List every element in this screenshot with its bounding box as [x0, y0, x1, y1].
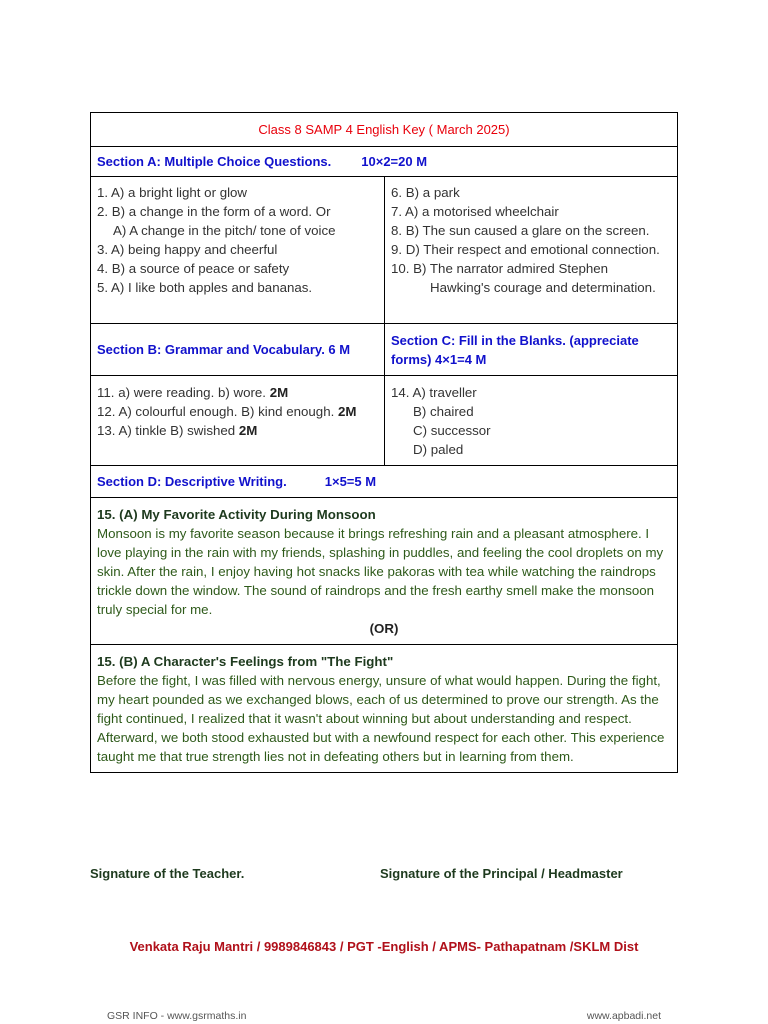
section-a-marks: 10×2=20 M — [361, 154, 428, 169]
answer-line: 3. A) being happy and cheerful — [97, 242, 278, 257]
marks-badge: 2M — [238, 423, 258, 438]
grammar-column — [91, 376, 385, 465]
answer-line: A) A change in the pitch/ tone of voice — [113, 223, 336, 238]
section-a-label: Section A: Multiple Choice Questions. — [97, 154, 332, 169]
essay-a-body: Monsoon is my favorite season because it brings refreshing rain and a pleasant atmosphere. I love playing in the rain with my friends, splashing in puddles, and feeling the cool droplets on my skin. After the rain, I enjoy having hot snacks like pakoras with tea while watching the raindrops trickle down the window. The sound of raindrops and the fresh earthy smell make the monsoon truly special for me. — [97, 526, 664, 617]
answer-line — [97, 383, 378, 402]
answer-text: 11. a) were reading. b) wore. — [97, 385, 270, 400]
section-c-header — [385, 324, 677, 375]
marks-badge: 2M — [269, 385, 289, 400]
answer-line: 1. A) a bright light or glow — [97, 185, 248, 200]
section-bc-answers — [91, 376, 677, 466]
answer-line: 5. A) I like both apples and bananas. — [97, 280, 313, 295]
mcq-left-column — [91, 177, 385, 323]
answer-line: 7. A) a motorised wheelchair — [391, 204, 559, 219]
principal-signature-label: Signature of the Principal / Headmaster — [380, 866, 623, 881]
answer-line: 14. A) traveller — [391, 385, 477, 400]
answer-line: D) paled — [413, 442, 464, 457]
answer-text: 13. A) tinkle B) swished — [97, 423, 239, 438]
fill-blanks-column — [385, 376, 677, 465]
section-b-label: Section B: Grammar and Vocabulary. 6 M — [97, 342, 351, 357]
marks-badge: 2M — [338, 404, 357, 419]
essay-b-body: Before the fight, I was filled with nervous energy, unsure of what would happen. During the fight, my heart pounded as we exchanged blows, each of us determined to prove our strength. As the fight continued, I realized that it wasn't about winning but about understanding and respect. Afterward, we both stood exhausted but with a newfound respect for each other. This experience taught me that true strength lies not in defeating others but in learning from them. — [97, 673, 665, 764]
answer-line: B) chaired — [413, 404, 474, 419]
author-credit: Venkata Raju Mantri / 9989846843 / PGT -English / APMS- Pathapatnam /SKLM Dist — [129, 939, 639, 954]
answer-line: 10. B) The narrator admired Stephen — [391, 261, 609, 276]
section-d-header — [91, 466, 677, 498]
section-b-header — [91, 324, 385, 375]
page-title — [91, 113, 677, 147]
answer-line: Hawking's courage and determination. — [430, 280, 656, 295]
teacher-signature-label: Signature of the Teacher. — [90, 866, 245, 881]
answer-line: 4. B) a source of peace or safety — [97, 261, 290, 276]
answer-text: 12. A) colourful enough. B) kind enough. — [97, 404, 338, 419]
section-d-marks: 1×5=5 M — [324, 474, 377, 489]
section-a-answers — [91, 177, 677, 324]
answer-key-table — [90, 112, 678, 773]
footer-left-link[interactable]: GSR INFO - www.gsrmaths.in — [107, 1010, 247, 1022]
essay-b — [91, 645, 677, 772]
section-d-label: Section D: Descriptive Writing. — [97, 474, 287, 489]
essay-a-title: 15. (A) My Favorite Activity During Monsoon — [97, 507, 376, 522]
section-a-header — [91, 147, 677, 177]
answer-line — [97, 421, 378, 440]
essay-b-title: 15. (B) A Character's Feelings from "The Fight" — [97, 654, 394, 669]
section-c-label: Section C: Fill in the Blanks. (appreciate forms) 4×1=4 M — [391, 333, 639, 367]
footer-right-link[interactable]: www.apbadi.net — [586, 1010, 661, 1022]
section-bc-header — [91, 324, 677, 376]
or-divider: (OR) — [369, 621, 399, 636]
answer-line: C) successor — [413, 423, 491, 438]
answer-line: 8. B) The sun caused a glare on the screen. — [391, 223, 650, 238]
essay-a — [91, 498, 677, 645]
mcq-right-column — [385, 177, 677, 323]
answer-line — [97, 402, 378, 421]
title-text: Class 8 SAMP 4 English Key ( March 2025) — [258, 122, 510, 137]
answer-line: 6. B) a park — [391, 185, 460, 200]
answer-line: 9. D) Their respect and emotional connection. — [391, 242, 660, 257]
answer-line: 2. B) a change in the form of a word. Or — [97, 204, 331, 219]
